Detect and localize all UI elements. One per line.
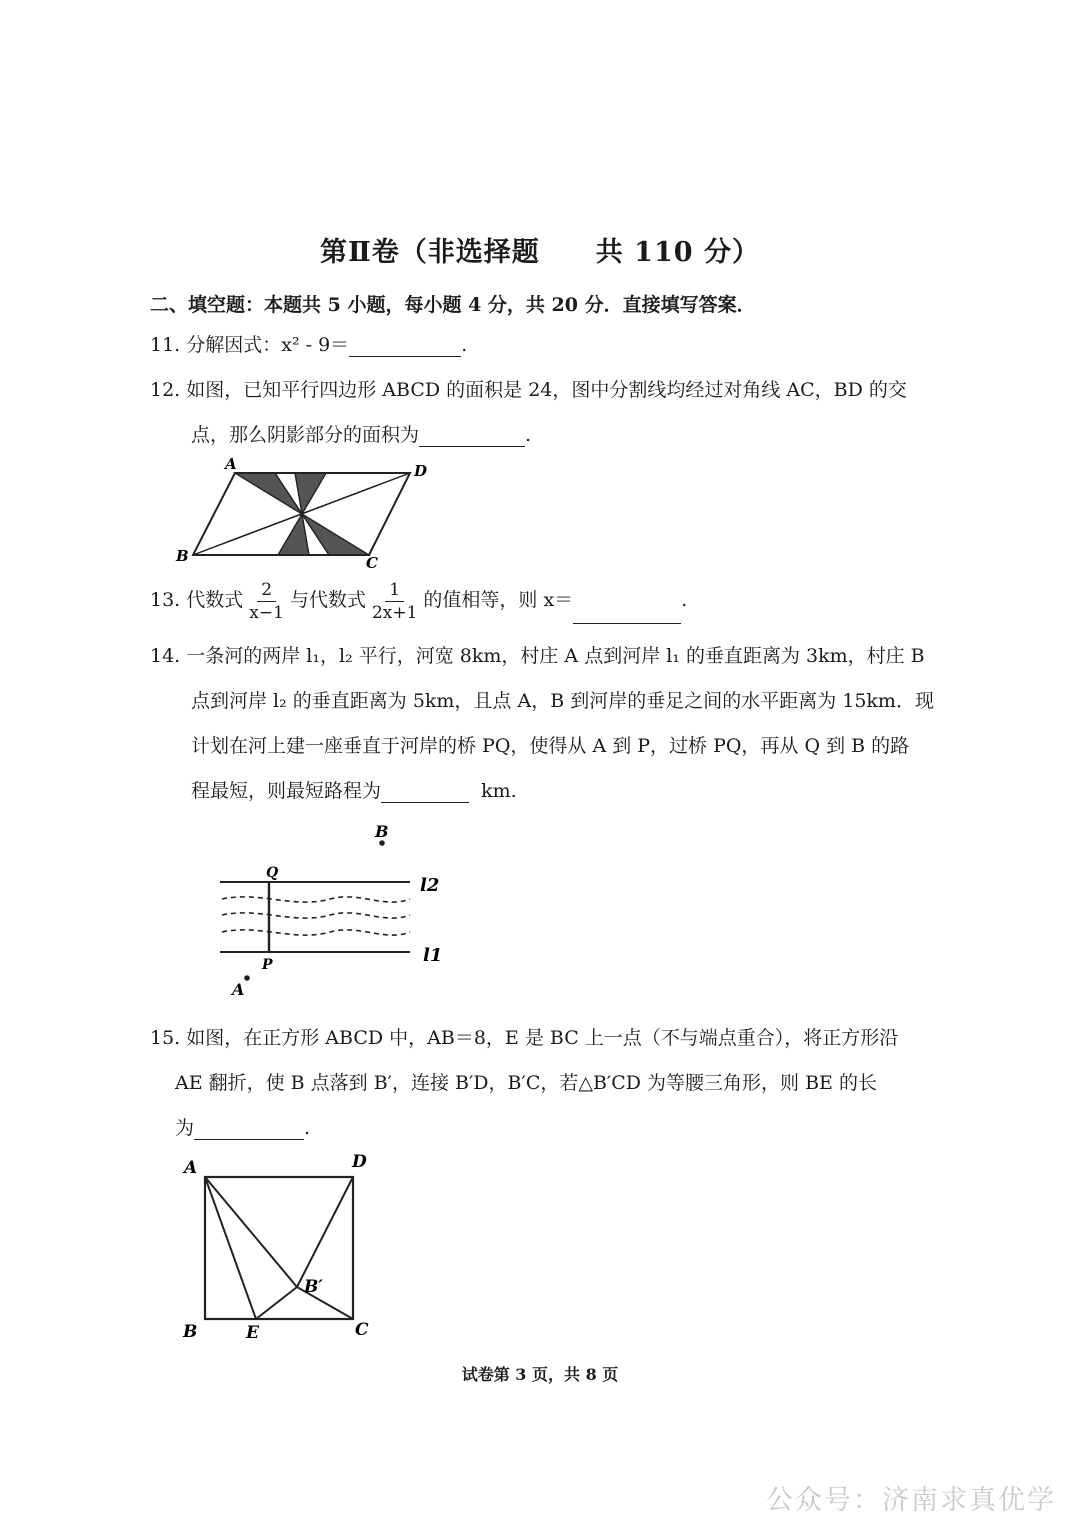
question-14-line2: 点到河岸 l₂ 的垂直距离为 5km，且点 A，B 到河岸的垂足之间的水平距离为 15km．现 (191, 690, 934, 712)
question-text: 如图，已知平行四边形 ABCD 的面积是 24，图中分割线均经过对角线 AC，BD 的交 (186, 379, 907, 401)
label-A: A (184, 1158, 198, 1178)
question-15-line2: AE 翻折，使 B 点落到 B′，连接 B′D，B′C，若△B′CD 为等腰三角形，则 BE 的长 (175, 1072, 877, 1094)
fraction-denominator: x−1 (249, 602, 284, 623)
label-C: C (355, 1320, 369, 1340)
label-E: E (246, 1323, 259, 1343)
label-B: B (375, 822, 389, 841)
label-B: B (183, 1322, 198, 1342)
question-text: 一条河的两岸 l₁，l₂ 平行，河宽 8km，村庄 A 点到河岸 l₁ 的垂直距离为 3km，村庄 B (186, 645, 925, 667)
period: . (681, 589, 688, 611)
unit-text: km. (481, 780, 517, 802)
question-text: 点，那么阴影部分的面积为 (191, 424, 420, 446)
label-B: B (176, 547, 189, 565)
page-footer: 试卷第 3 页，共 8 页 (461, 1365, 619, 1384)
fraction-numerator: 2 (257, 579, 276, 602)
question-text: 的值相等，则 x＝ (423, 589, 574, 611)
label-A: A (225, 455, 237, 473)
label-B-prime: B′ (304, 1277, 323, 1297)
period: . (304, 1117, 311, 1139)
label-l1: l1 (423, 945, 443, 966)
square-ABCD (205, 1177, 353, 1319)
question-text: 为 (175, 1117, 195, 1139)
question-text: 如图，在正方形 ABCD 中，AB＝8，E 是 BC 上一点（不与端点重合），将正方形沿 (186, 1027, 899, 1049)
label-P: P (262, 957, 273, 973)
page-title: 第Ⅱ卷（非选择题 共 110 分） (320, 237, 760, 268)
question-number: 15. (150, 1027, 181, 1049)
period: . (525, 424, 532, 446)
question-text: 分解因式：x² - 9＝ (186, 334, 350, 356)
fraction-numerator: 1 (385, 579, 404, 602)
question-number: 11. (150, 334, 181, 356)
question-text: 程最短，则最短路程为 (191, 780, 382, 802)
label-Q: Q (266, 865, 279, 881)
fraction-denominator: 2x+1 (371, 602, 418, 623)
label-D: D (352, 1152, 367, 1172)
label-C: C (366, 554, 378, 572)
section-heading: 二、填空题：本题共 5 小题，每小题 4 分，共 20 分．直接填写答案． (150, 294, 756, 316)
label-A: A (232, 980, 245, 999)
period: . (461, 334, 468, 356)
label-l2: l2 (420, 875, 440, 896)
label-D: D (414, 462, 428, 480)
question-text: 与代数式 (289, 589, 366, 611)
fold-lines (205, 1177, 353, 1319)
question-14-line3: 计划在河上建一座垂直于河岸的桥 PQ，使得从 A 到 P，过桥 PQ，再从 Q 到 B 的路 (191, 735, 910, 757)
question-number: 14. (150, 645, 181, 667)
question-text: 代数式 (186, 589, 244, 611)
watermark: 公众号：济南求真优学 (766, 1485, 1056, 1516)
question-number: 12. (150, 379, 181, 401)
question-number: 13. (150, 589, 181, 611)
